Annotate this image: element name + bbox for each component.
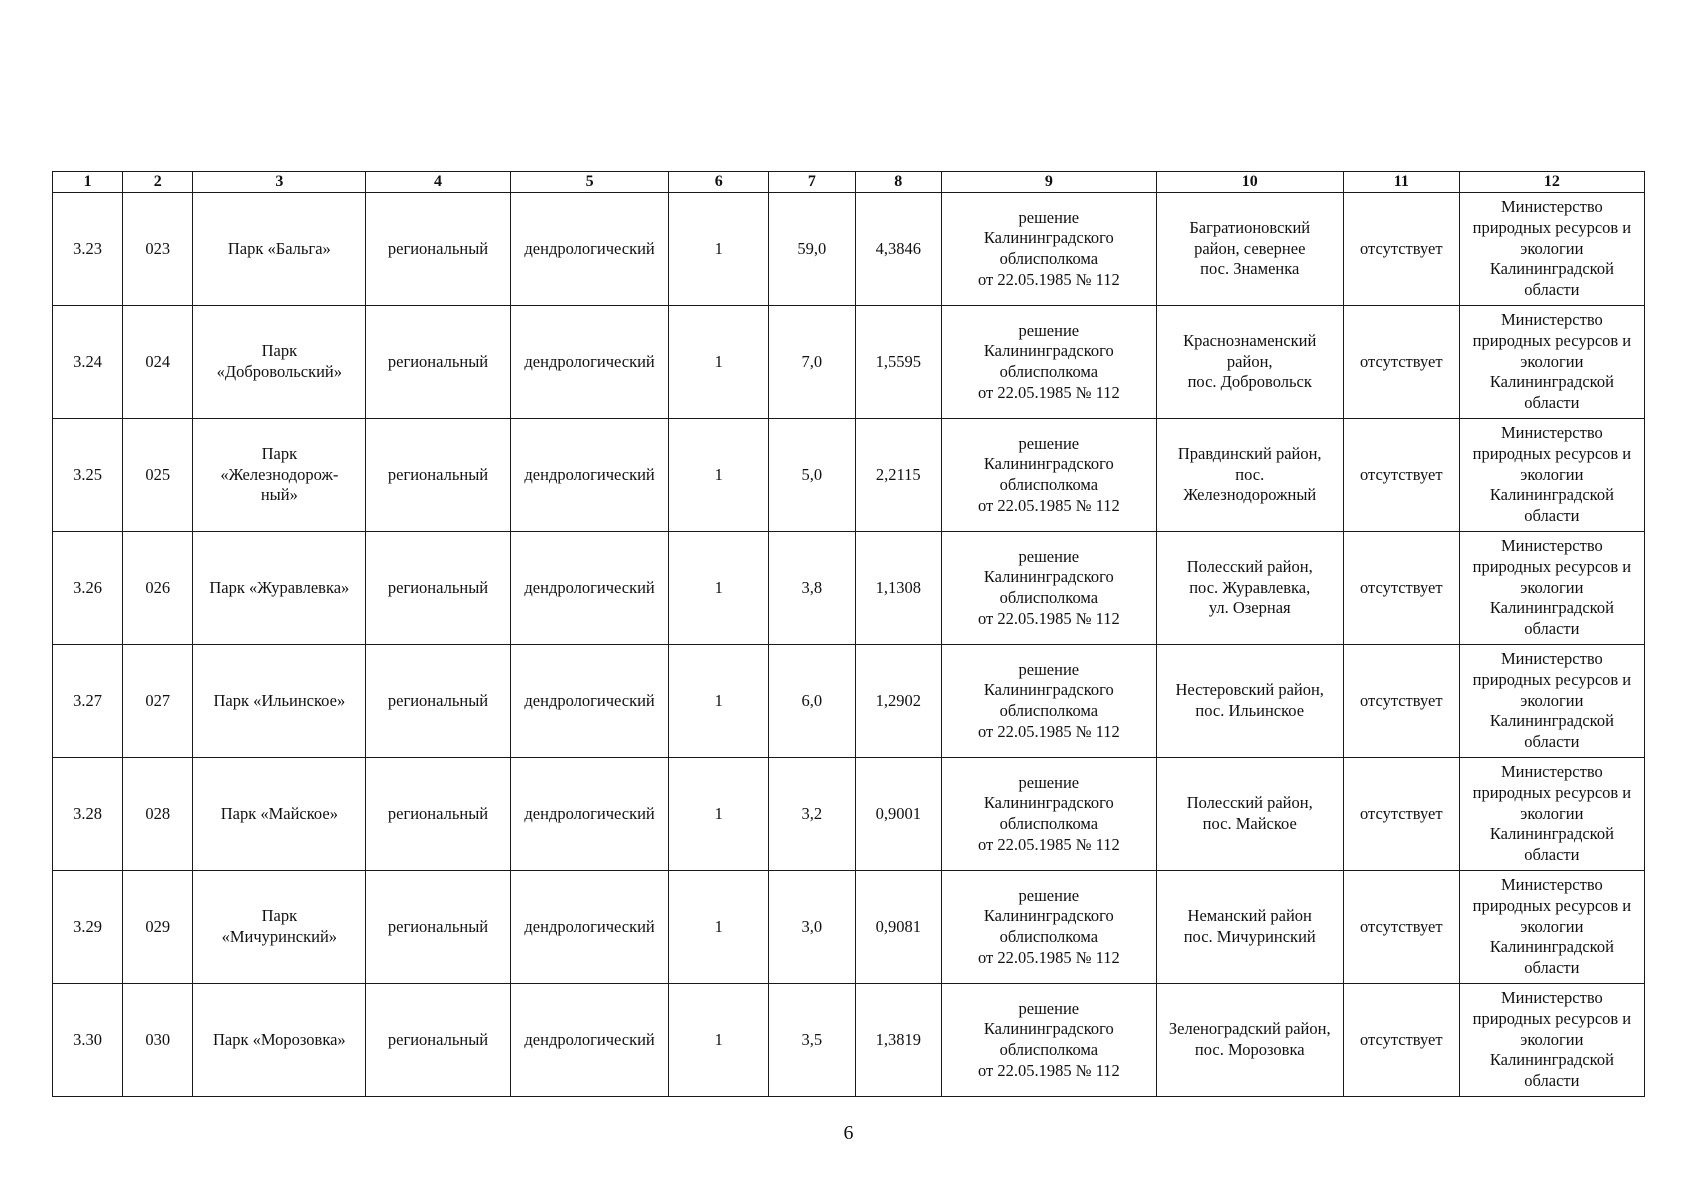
cell-col-8: 1,2902 (855, 645, 941, 758)
cell-name: Парк «Бальга» (193, 193, 366, 306)
cell-col-7: 3,8 (769, 532, 855, 645)
cell-code: 029 (123, 871, 193, 984)
table-row (53, 984, 1645, 1097)
cell-number: 3.25 (53, 419, 123, 532)
cell-col-7: 3,2 (769, 758, 855, 871)
cell-significance: региональный (366, 758, 510, 871)
cell-decision: решение Калининградского облисполкома от 22.05.1985 № 112 (942, 193, 1157, 306)
cell-authority: Министерство природных ресурсов и экологии Калининградской области (1459, 193, 1644, 306)
column-header: 3 (193, 172, 366, 193)
cell-code: 026 (123, 532, 193, 645)
column-number-row (53, 172, 1645, 193)
cell-location: Неманский район пос. Мичуринский (1156, 871, 1343, 984)
cell-number: 3.29 (53, 871, 123, 984)
cell-number: 3.26 (53, 532, 123, 645)
column-header: 4 (366, 172, 510, 193)
cell-col-6: 1 (669, 419, 769, 532)
cell-significance: региональный (366, 984, 510, 1097)
cell-decision: решение Калининградского облисполкома от 22.05.1985 № 112 (942, 306, 1157, 419)
cell-col-7: 7,0 (769, 306, 855, 419)
table-row (53, 532, 1645, 645)
cell-name: Парк «Ильинское» (193, 645, 366, 758)
cell-col-11: отсутствует (1343, 645, 1459, 758)
cell-profile: дендрологический (510, 871, 669, 984)
cell-number: 3.27 (53, 645, 123, 758)
cell-col-7: 5,0 (769, 419, 855, 532)
cell-col-6: 1 (669, 871, 769, 984)
cell-number: 3.23 (53, 193, 123, 306)
cell-col-11: отсутствует (1343, 306, 1459, 419)
cell-code: 028 (123, 758, 193, 871)
cell-name: Парк «Майское» (193, 758, 366, 871)
cell-authority: Министерство природных ресурсов и экологии Калининградской области (1459, 419, 1644, 532)
cell-name: Парк «Морозовка» (193, 984, 366, 1097)
cell-col-8: 0,9081 (855, 871, 941, 984)
cell-col-11: отсутствует (1343, 758, 1459, 871)
cell-col-8: 2,2115 (855, 419, 941, 532)
column-header: 9 (942, 172, 1157, 193)
cell-col-11: отсутствует (1343, 193, 1459, 306)
cell-col-8: 1,5595 (855, 306, 941, 419)
cell-location: Багратионовский район, севернее пос. Знаменка (1156, 193, 1343, 306)
cell-col-8: 0,9001 (855, 758, 941, 871)
cell-col-6: 1 (669, 306, 769, 419)
column-header: 2 (123, 172, 193, 193)
page-number: 6 (843, 1122, 854, 1144)
cell-name: Парк «Добровольский» (193, 306, 366, 419)
cell-col-8: 1,3819 (855, 984, 941, 1097)
column-header: 10 (1156, 172, 1343, 193)
cell-name: Парк «Мичуринский» (193, 871, 366, 984)
cell-location: Краснознаменский район, пос. Добровольск (1156, 306, 1343, 419)
cell-col-8: 1,1308 (855, 532, 941, 645)
cell-authority: Министерство природных ресурсов и экологии Калининградской области (1459, 532, 1644, 645)
cell-col-8: 4,3846 (855, 193, 941, 306)
cell-authority: Министерство природных ресурсов и экологии Калининградской области (1459, 871, 1644, 984)
cell-profile: дендрологический (510, 758, 669, 871)
cell-decision: решение Калининградского облисполкома от 22.05.1985 № 112 (942, 984, 1157, 1097)
protected-areas-table (52, 171, 1645, 1097)
cell-profile: дендрологический (510, 645, 669, 758)
cell-location: Нестеровский район, пос. Ильинское (1156, 645, 1343, 758)
column-header: 11 (1343, 172, 1459, 193)
cell-profile: дендрологический (510, 419, 669, 532)
cell-authority: Министерство природных ресурсов и экологии Калининградской области (1459, 306, 1644, 419)
cell-col-7: 6,0 (769, 645, 855, 758)
column-header: 1 (53, 172, 123, 193)
cell-decision: решение Калининградского облисполкома от 22.05.1985 № 112 (942, 871, 1157, 984)
cell-significance: региональный (366, 193, 510, 306)
cell-authority: Министерство природных ресурсов и экологии Калининградской области (1459, 984, 1644, 1097)
cell-significance: региональный (366, 306, 510, 419)
cell-col-6: 1 (669, 532, 769, 645)
cell-location: Полесский район, пос. Майское (1156, 758, 1343, 871)
column-header: 5 (510, 172, 669, 193)
column-header: 7 (769, 172, 855, 193)
cell-decision: решение Калининградского облисполкома от 22.05.1985 № 112 (942, 419, 1157, 532)
cell-significance: региональный (366, 532, 510, 645)
cell-col-11: отсутствует (1343, 532, 1459, 645)
cell-authority: Министерство природных ресурсов и экологии Калининградской области (1459, 758, 1644, 871)
table-row (53, 306, 1645, 419)
cell-profile: дендрологический (510, 306, 669, 419)
column-header: 6 (669, 172, 769, 193)
cell-profile: дендрологический (510, 984, 669, 1097)
cell-col-7: 59,0 (769, 193, 855, 306)
cell-code: 027 (123, 645, 193, 758)
document-page (52, 171, 1645, 1097)
cell-col-7: 3,0 (769, 871, 855, 984)
table-row (53, 419, 1645, 532)
cell-col-6: 1 (669, 645, 769, 758)
cell-profile: дендрологический (510, 532, 669, 645)
cell-decision: решение Калининградского облисполкома от 22.05.1985 № 112 (942, 645, 1157, 758)
cell-number: 3.28 (53, 758, 123, 871)
cell-col-11: отсутствует (1343, 984, 1459, 1097)
cell-decision: решение Калининградского облисполкома от 22.05.1985 № 112 (942, 758, 1157, 871)
cell-location: Правдинский район, пос. Железнодорожный (1156, 419, 1343, 532)
cell-location: Зеленоградский район, пос. Морозовка (1156, 984, 1343, 1097)
cell-col-7: 3,5 (769, 984, 855, 1097)
cell-col-11: отсутствует (1343, 419, 1459, 532)
cell-name: Парк «Журавлевка» (193, 532, 366, 645)
cell-col-6: 1 (669, 193, 769, 306)
cell-authority: Министерство природных ресурсов и экологии Калининградской области (1459, 645, 1644, 758)
cell-code: 024 (123, 306, 193, 419)
cell-number: 3.30 (53, 984, 123, 1097)
cell-code: 023 (123, 193, 193, 306)
cell-significance: региональный (366, 645, 510, 758)
table-row (53, 758, 1645, 871)
cell-significance: региональный (366, 871, 510, 984)
cell-decision: решение Калининградского облисполкома от 22.05.1985 № 112 (942, 532, 1157, 645)
cell-name: Парк «Железнодорож- ный» (193, 419, 366, 532)
table-row (53, 193, 1645, 306)
cell-col-11: отсутствует (1343, 871, 1459, 984)
cell-code: 030 (123, 984, 193, 1097)
table-row (53, 645, 1645, 758)
cell-profile: дендрологический (510, 193, 669, 306)
cell-location: Полесский район, пос. Журавлевка, ул. Озерная (1156, 532, 1343, 645)
cell-number: 3.24 (53, 306, 123, 419)
cell-col-6: 1 (669, 758, 769, 871)
cell-significance: региональный (366, 419, 510, 532)
cell-code: 025 (123, 419, 193, 532)
cell-col-6: 1 (669, 984, 769, 1097)
column-header: 8 (855, 172, 941, 193)
table-row (53, 871, 1645, 984)
column-header: 12 (1459, 172, 1644, 193)
